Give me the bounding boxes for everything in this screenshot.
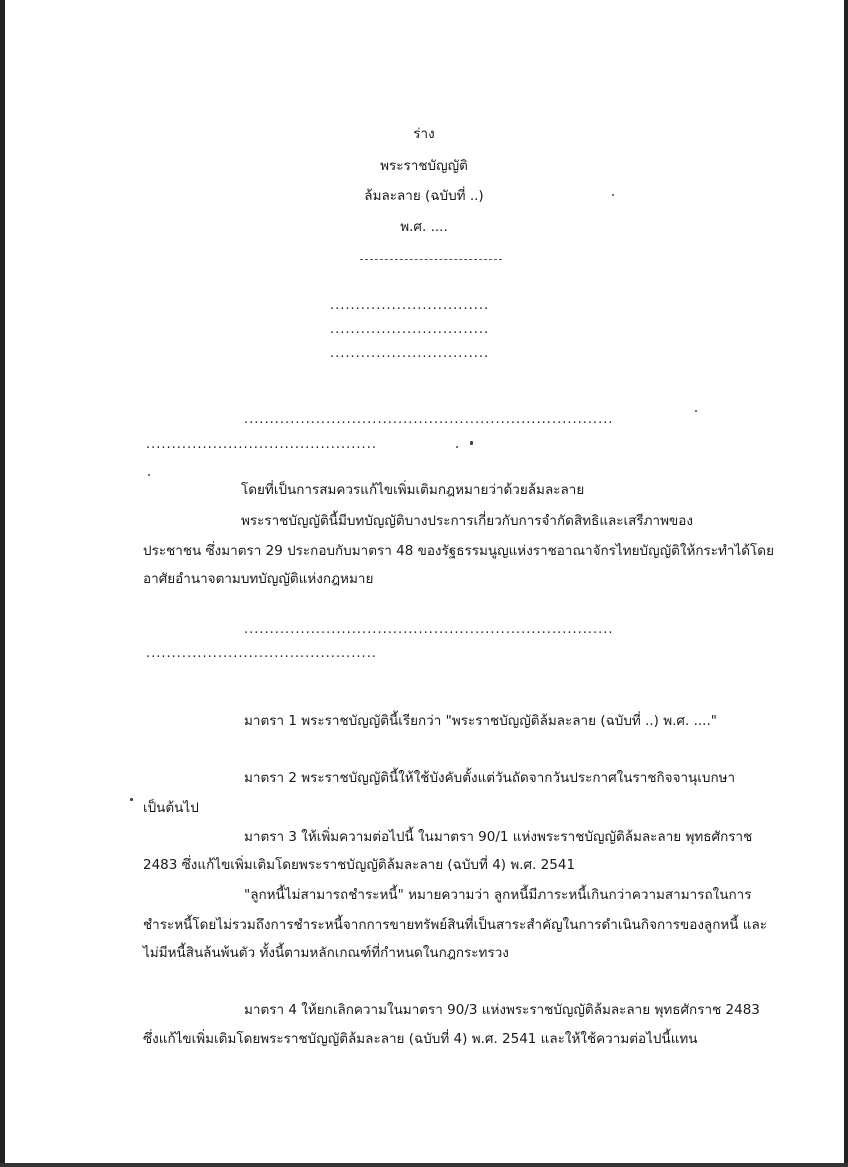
dotted-line: ............................... bbox=[330, 346, 490, 361]
definition-line: ไม่มีหนี้สินล้นพ้นตัว ทั้งนี้ตามหลักเกณฑ์ที่กำหนดในกฎกระทรวง bbox=[143, 945, 509, 961]
scan-speck bbox=[148, 474, 150, 476]
dotted-line: ............................................. bbox=[146, 437, 377, 452]
scan-speck bbox=[470, 441, 473, 445]
draft-label: ร่าง bbox=[413, 126, 435, 142]
section-2-line: เป็นต้นไป bbox=[143, 800, 199, 816]
preamble-line: ประชาชน ซึ่งมาตรา 29 ประกอบกับมาตรา 48 ของรัฐธรรมนูญแห่งราชอาณาจักรไทยบัญญัติให้กระทำได้โดย bbox=[143, 543, 774, 559]
section-4-line: มาตรา 4 ให้ยกเลิกความในมาตรา 90/3 แห่งพระราชบัญญัติล้มละลาย พุทธศักราช 2483 bbox=[244, 1002, 760, 1018]
scan-edge-right bbox=[844, 0, 848, 1167]
section-3-line: มาตรา 3 ให้เพิ่มความต่อไปนี้ ในมาตรา 90/1 แห่งพระราชบัญญัติล้มละลาย พุทธศักราช bbox=[244, 829, 753, 845]
act-subject: ล้มละลาย (ฉบับที่ ..) bbox=[364, 188, 484, 204]
dotted-line: ............................... bbox=[330, 298, 490, 313]
preamble-line: อาศัยอำนาจตามบทบัญญัติแห่งกฎหมาย bbox=[143, 571, 374, 587]
section-2-line: มาตรา 2 พระราชบัญญัตินี้ให้ใช้บังคับตั้งแต่วันถัดจากวันประกาศในราชกิจจานุเบกษา bbox=[244, 770, 736, 786]
header-divider bbox=[360, 259, 502, 260]
preamble-line: พระราชบัญญัตินี้มีบทบัญญัติบางประการเกี่ยวกับการจำกัดสิทธิและเสรีภาพของ bbox=[241, 513, 693, 529]
definition-line: "ลูกหนี้ไม่สามารถชำระหนี้" หมายความว่า ลูกหนี้มีภาระหนี้เกินกว่าความสามารถในการ bbox=[244, 887, 752, 903]
section-3-line: 2483 ซึ่งแก้ไขเพิ่มเติมโดยพระราชบัญญัติล้มละลาย (ฉบับที่ 4) พ.ศ. 2541 bbox=[143, 857, 576, 873]
scan-speck bbox=[456, 446, 458, 448]
section-1: มาตรา 1 พระราชบัญญัตินี้เรียกว่า "พระราชบัญญัติล้มละลาย (ฉบับที่ ..) พ.ศ. ...." bbox=[244, 713, 717, 729]
dotted-line: ............................... bbox=[330, 322, 490, 337]
dotted-line: ........................................................................ bbox=[244, 622, 614, 637]
scan-edge-bottom bbox=[0, 1163, 848, 1167]
scan-speck bbox=[695, 410, 697, 412]
dotted-line: ............................................. bbox=[146, 646, 377, 661]
preamble-line: โดยที่เป็นการสมควรแก้ไขเพิ่มเติมกฎหมายว่าด้วยล้มละลาย bbox=[241, 482, 585, 498]
scan-speck bbox=[612, 194, 614, 196]
scan-edge-left bbox=[0, 0, 5, 1167]
act-title: พระราชบัญญัติ bbox=[380, 158, 468, 174]
definition-line: ชำระหนี้โดยไม่รวมถึงการชำระหนี้จากการขายทรัพย์สินที่เป็นสาระสำคัญในการดำเนินกิจการของลูกหนี้ และ bbox=[143, 917, 768, 933]
dotted-line: ........................................................................ bbox=[244, 412, 614, 427]
scan-speck bbox=[130, 798, 133, 801]
act-year: พ.ศ. .... bbox=[400, 219, 448, 235]
section-4-line: ซึ่งแก้ไขเพิ่มเติมโดยพระราชบัญญัติล้มละลาย (ฉบับที่ 4) พ.ศ. 2541 และให้ใช้ความต่อไปนี้แทน bbox=[143, 1031, 698, 1047]
